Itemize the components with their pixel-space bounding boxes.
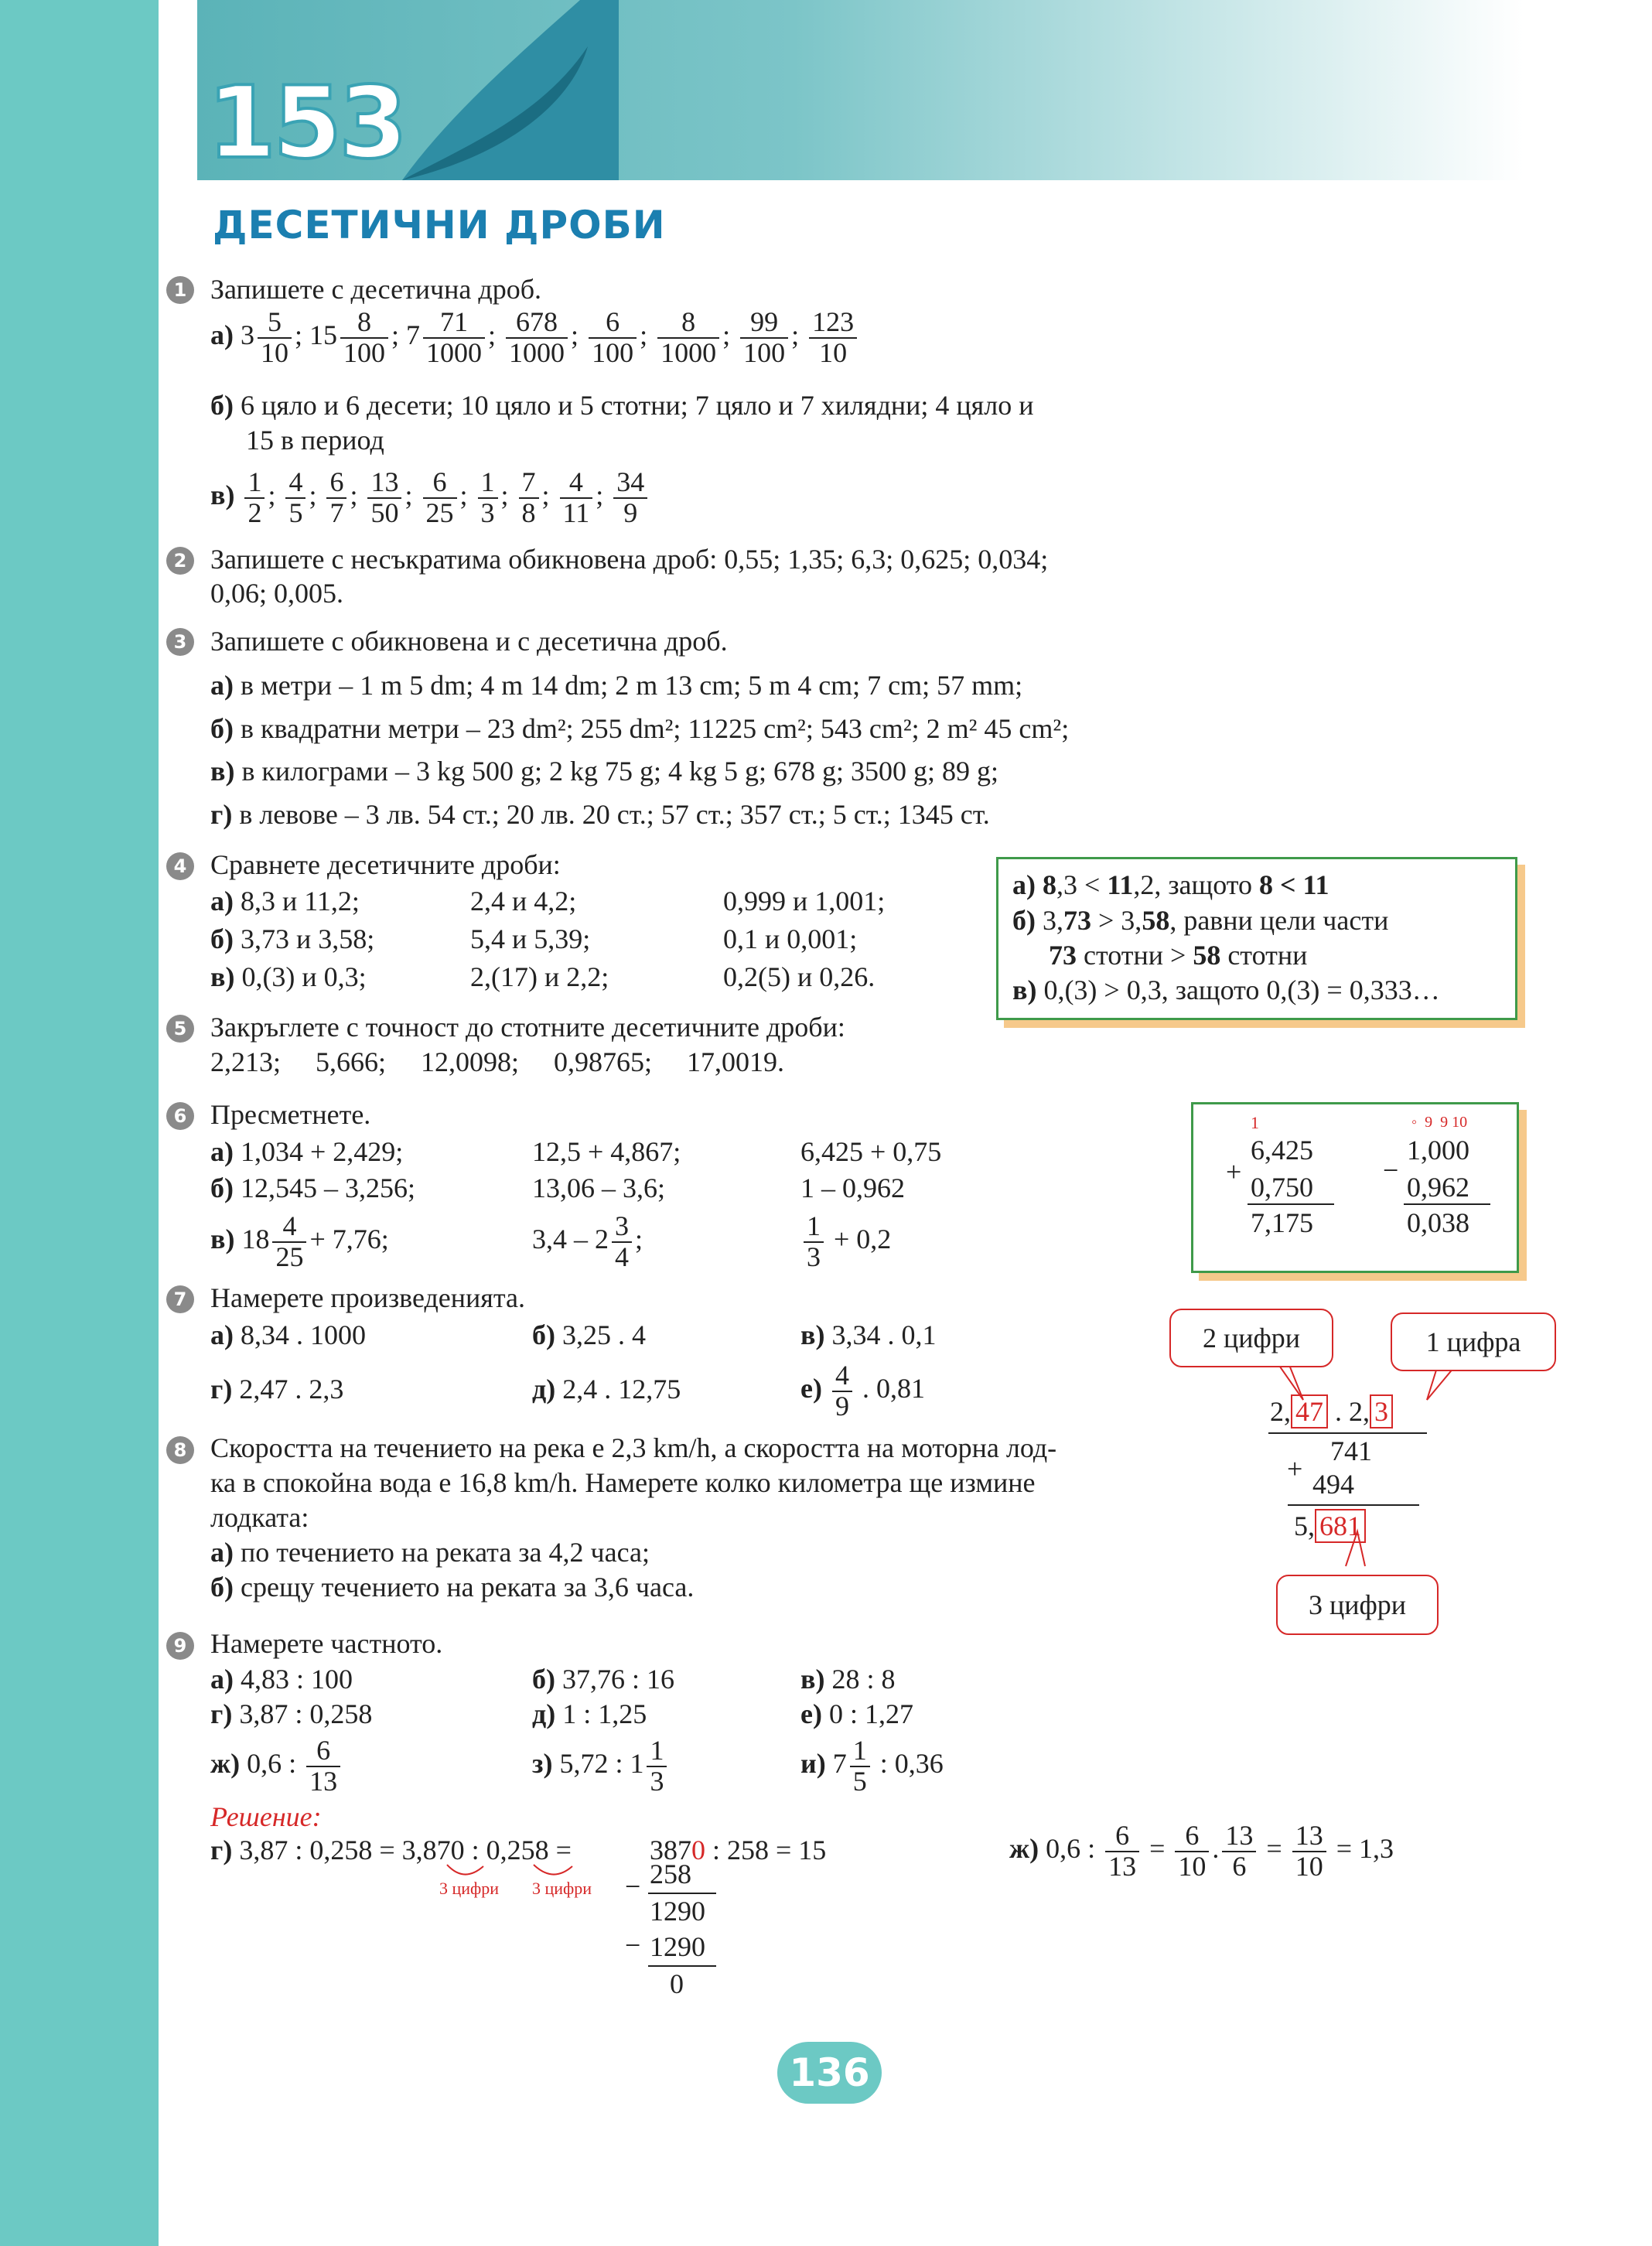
problem-6-v1: в) 18 $\frac{4}{25}$ + 7,76;	[210, 1210, 389, 1272]
problem-4-v2: 2,(17) и 2,2;	[470, 961, 609, 992]
problem-2-line2: 0,06; 0,005.	[210, 578, 344, 609]
problem-3-v: в) в килограми – 3 kg 500 g; 2 kg 75 g; 4 kg 5 g; 678 g; 3500 g; 89 g;	[210, 756, 998, 787]
problem-8-b: б) срещу течението на реката за 3,6 часа.	[210, 1572, 695, 1603]
solution-note-2: 3 цифри	[532, 1879, 592, 1898]
problem-8-line3: лодката:	[210, 1502, 309, 1533]
page-curl-decoration	[387, 0, 619, 180]
solution-g-line: г) 3,87 : 0,258 = 3,870 : 0,258 =	[210, 1835, 572, 1865]
comparison-example-box	[996, 857, 1517, 1020]
division-row-1: 258	[650, 1859, 691, 1889]
problem-1-v: в) $\frac{1}{2}$ ; $\frac{4}{5}$ ; $\frac{6}{7}$ ; $\frac{13}{50}$ ; $\frac{6}{25}$ ; $\frac{1}{3}$ ; $\frac{7}{8}$ ; $\frac{4}{11}$ ; $\frac{34}{9}$	[210, 468, 650, 528]
problem-3-text: Запишете с обикновена и с десетична дроб.	[210, 626, 728, 657]
product-result: 5, 681	[1294, 1511, 1366, 1542]
problem-3-b: б) в квадратни метри – 23 dm²; 255 dm²; 11225 cm²; 543 cm²; 2 m² 45 cm²;	[210, 713, 1070, 744]
problem-2-number: 2	[166, 547, 194, 575]
subtraction-result: 0,038	[1407, 1207, 1469, 1238]
problem-8-line1: Скоростта на течението на река е 2,3 km/h, а скоростта на моторна лод-	[210, 1432, 1057, 1463]
subtraction-bottom: 0,962	[1407, 1172, 1469, 1203]
problem-3-a: а) в метри – 1 m 5 dm; 4 m 14 dm; 2 m 13 cm; 5 m 4 cm; 7 cm; 57 mm;	[210, 670, 1023, 701]
problem-4-a1: а) 8,3 и 11,2;	[210, 886, 360, 916]
plus-sign: +	[1226, 1156, 1242, 1187]
side-band	[0, 0, 159, 2246]
problem-9-e: е) 0 : 1,27	[800, 1698, 913, 1729]
page-title: ДЕСЕТИЧНИ ДРОБИ	[213, 203, 666, 247]
addition-result: 7,175	[1251, 1207, 1313, 1238]
solution-zh-line: ж) 0,6 : $\frac{6}{13}$ = $\frac{6}{10}$ . $\frac{13}{6}$ = $\frac{13}{10}$ = 1,3	[1009, 1820, 1394, 1882]
problem-6-v2: 3,4 – 2 $\frac{3}{4}$ ;	[532, 1210, 643, 1272]
chapter-number: 153	[207, 66, 405, 181]
multiplication-top: 2, 47 . 2, 3	[1270, 1397, 1393, 1428]
problem-9-i: и) 7 $\frac{1}{5}$ : 0,36	[800, 1735, 944, 1797]
subtraction-top: 1,000	[1407, 1135, 1469, 1166]
problem-4-number: 4	[166, 852, 194, 880]
problem-9-g: г) 3,87 : 0,258	[210, 1698, 373, 1729]
problem-1-number: 1	[166, 276, 194, 304]
problem-4-b3: 0,1 и 0,001;	[723, 923, 858, 954]
problem-4-b2: 5,4 и 5,39;	[470, 923, 591, 954]
addition-bottom: 0,750	[1251, 1172, 1313, 1203]
problem-9-d: д) 1 : 1,25	[532, 1698, 647, 1729]
division-line-1	[648, 1893, 716, 1894]
problem-6-v3: $\frac{1}{3}$ + 0,2	[800, 1212, 891, 1272]
problem-8-line2: ка в спокойна вода е 16,8 km/h. Намерете колко километра ще измине	[210, 1467, 1036, 1498]
division-row-4: 0	[670, 1968, 684, 1999]
problem-4-a2: 2,4 и 4,2;	[470, 886, 577, 916]
problem-6-b2: 13,06 – 3,6;	[532, 1172, 666, 1203]
problem-2-line1: Запишете с несъкратима обикновена дроб: 0,55; 1,35; 6,3; 0,625; 0,034;	[210, 544, 1049, 575]
problem-1-text: Запишете с десетична дроб.	[210, 274, 542, 305]
problem-1-b: б) 6 цяло и 6 десети; 10 цяло и 5 стотни; 7 цяло и 7 хилядни; 4 цяло и	[210, 390, 1034, 421]
problem-9-number: 9	[166, 1632, 194, 1660]
minus-sign: −	[1383, 1155, 1399, 1186]
partial-product-1: 741	[1330, 1435, 1372, 1466]
carry-digit: 1	[1251, 1113, 1259, 1132]
problem-9-v: в) 28 : 8	[800, 1664, 896, 1695]
problem-1-b-cont: 15 в период	[246, 425, 384, 456]
problem-7-b: б) 3,25 . 4	[532, 1319, 646, 1350]
multiplication-line	[1268, 1432, 1427, 1434]
division-minus-1: −	[625, 1871, 641, 1902]
problem-8-a: а) по течението на реката за 4,2 часа;	[210, 1537, 650, 1568]
subtraction-line	[1404, 1203, 1490, 1205]
problem-7-a: а) 8,34 . 1000	[210, 1319, 366, 1350]
problem-4-text: Сравнете десетичните дроби:	[210, 849, 561, 880]
column-arithmetic-box	[1191, 1102, 1519, 1273]
problem-7-v: в) 3,34 . 0,1	[800, 1319, 937, 1350]
bubble-three-digits: 3 цифри	[1276, 1575, 1439, 1635]
problem-4-a3: 0,999 и 1,001;	[723, 886, 886, 916]
borrow-digits: ◦ 9 9 10	[1411, 1114, 1468, 1131]
problem-5-number: 5	[166, 1015, 194, 1043]
comparison-line-b2: 73 стотни > 58 стотни	[1049, 940, 1308, 971]
problem-7-d: д) 2,4 . 12,75	[532, 1374, 681, 1405]
product-line	[1288, 1504, 1419, 1506]
problem-7-e: е) $\frac{4}{9}$ . 0,81	[800, 1360, 925, 1422]
problem-7-number: 7	[166, 1285, 194, 1313]
bubble-one-digit: 1 цифра	[1391, 1312, 1556, 1371]
problem-4-b1: б) 3,73 и 3,58;	[210, 923, 375, 954]
problem-1-a: а) 3 $\frac{5}{10}$ ; 15 $\frac{8}{100}$ ; 7 $\frac{71}{1000}$ ; $\frac{678}{1000}$ ; $\frac{6}{100}$ ; $\frac{8}{1000}$ ; $\frac{99}{100}$ ; $\frac{123}{10}$	[210, 308, 860, 368]
problem-6-text: Пресметнете.	[210, 1099, 371, 1130]
addition-line	[1248, 1203, 1334, 1205]
problem-9-text: Намерете частното.	[210, 1628, 443, 1659]
comparison-line-a: а) 8,3 < 11,2, защото 8 < 11	[1012, 869, 1329, 900]
problem-6-number: 6	[166, 1102, 194, 1130]
solution-note-1: 3 цифри	[439, 1879, 500, 1898]
solution-g-division: 3870 : 258 = 15	[650, 1835, 827, 1865]
problem-8-number: 8	[166, 1436, 194, 1464]
comparison-line-b: б) 3,73 > 3,58, равни цели части	[1012, 905, 1389, 936]
problem-4-v1: в) 0,(3) и 0,3;	[210, 961, 367, 992]
problem-6-b3: 1 – 0,962	[800, 1172, 905, 1203]
page-number: 136	[777, 2042, 882, 2104]
problem-6-a3: 6,425 + 0,75	[800, 1136, 942, 1167]
problem-4-v3: 0,2(5) и 0,26.	[723, 961, 875, 992]
comparison-line-v: в) 0,(3) > 0,3, защото 0,(3) = 0,333…	[1012, 975, 1440, 1005]
division-row-2: 1290	[650, 1896, 705, 1927]
problem-7-g: г) 2,47 . 2,3	[210, 1374, 344, 1405]
partial-product-2: 494	[1312, 1469, 1354, 1500]
problem-5-line2: 2,213; 5,666; 12,0098; 0,98765; 17,0019.	[210, 1046, 785, 1077]
problem-3-g: г) в левове – 3 лв. 54 ст.; 20 лв. 20 ст.; 57 ст.; 357 ст.; 5 ст.; 1345 ст.	[210, 799, 990, 830]
problem-3-number: 3	[166, 628, 194, 656]
division-row-3: 1290	[650, 1931, 705, 1962]
problem-5-line1: Закръглете с точност до стотните десетичните дроби:	[210, 1012, 845, 1043]
problem-9-zh: ж) 0,6 : $\frac{6}{13}$	[210, 1736, 343, 1797]
problem-9-z: з) 5,72 : 1 $\frac{1}{3}$	[532, 1736, 670, 1797]
bubble-two-digits: 2 цифри	[1169, 1309, 1333, 1367]
problem-7-text: Намерете произведенията.	[210, 1282, 526, 1313]
problem-6-a1: а) 1,034 + 2,429;	[210, 1136, 404, 1167]
division-line-2	[648, 1965, 716, 1967]
problem-6-b1: б) 12,545 – 3,256;	[210, 1172, 416, 1203]
division-minus-2: −	[625, 1930, 641, 1961]
problem-6-a2: 12,5 + 4,867;	[532, 1136, 681, 1167]
partial-plus: +	[1287, 1453, 1303, 1484]
solution-label: Решение:	[210, 1801, 322, 1832]
addition-top: 6,425	[1251, 1135, 1313, 1166]
problem-9-b: б) 37,76 : 16	[532, 1664, 675, 1695]
problem-9-a: а) 4,83 : 100	[210, 1664, 353, 1695]
